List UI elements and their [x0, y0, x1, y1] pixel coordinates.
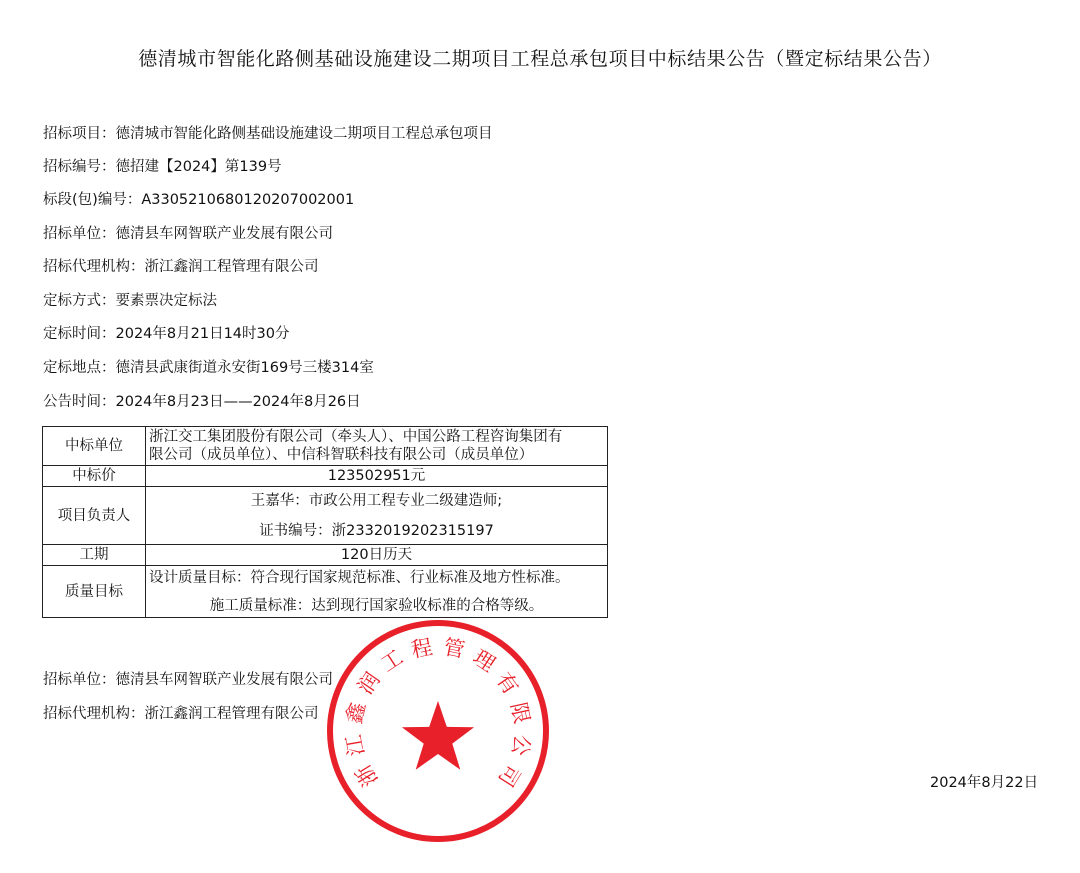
table-row	[43, 487, 608, 545]
field-value: 浙江鑫润工程管理有限公司	[144, 706, 319, 722]
field-award-place	[43, 358, 374, 378]
field-tenderer	[43, 224, 333, 244]
row-label: 中标单位	[43, 427, 146, 466]
field-value: 2024年8月23日——2024年8月26日	[115, 394, 361, 410]
field-label: 招标代理机构：	[43, 706, 145, 722]
seal-character: 管	[441, 634, 467, 663]
seal-character: 工	[376, 645, 408, 677]
row-label: 质量目标	[43, 566, 146, 618]
field-label: 定标时间：	[43, 326, 116, 342]
field-value: 德清县武康街道永安街169号三楼314室	[115, 360, 374, 376]
field-notice-period	[43, 392, 361, 412]
field-label: 招标编号：	[43, 159, 116, 175]
quality-target-cell	[146, 566, 608, 618]
field-value: 2024年8月21日14时30分	[115, 326, 290, 342]
field-label: 公告时间：	[43, 394, 116, 410]
field-value: 德招建【2024】第139号	[115, 159, 282, 175]
field-value: 德清县车网智联产业发展有限公司	[115, 672, 333, 688]
field-award-time	[43, 324, 289, 344]
signing-date: 2024年8月22日	[930, 775, 1039, 791]
field-value: 德清县车网智联产业发展有限公司	[115, 226, 333, 242]
winning-price-cell: 123502951元	[146, 466, 608, 487]
field-project	[43, 124, 493, 144]
field-award-method	[43, 291, 217, 311]
company-seal-stamp	[325, 618, 551, 844]
seal-character: 司	[493, 760, 525, 791]
field-label: 定标方式：	[43, 293, 116, 309]
seal-character: 有	[491, 667, 524, 699]
cell-line: 浙江交工集团股份有限公司（牵头人）、中国公路工程咨询集团有	[149, 429, 563, 445]
seal-character: 浙	[351, 760, 383, 791]
row-label: 中标价	[43, 466, 146, 487]
table-row	[43, 545, 608, 566]
field-label: 标段(包)编号：	[43, 192, 142, 208]
field-value: 德清城市智能化路侧基础设施建设二期项目工程总承包项目	[115, 126, 493, 142]
field-value: A3305210680120207002001	[141, 192, 355, 208]
winning-bidder-cell	[146, 427, 608, 466]
field-value: 要素票决定标法	[115, 293, 217, 309]
cell-line: 施工质量标准：达到现行国家验收标准的合格等级。	[209, 597, 544, 614]
footer-agency	[43, 704, 319, 724]
page-title: 德清城市智能化路侧基础设施建设二期项目工程总承包项目中标结果公告（暨定标结果公告）	[138, 48, 942, 70]
seal-character: 江	[341, 732, 369, 758]
table-row	[43, 427, 608, 466]
cell-line: 证书编号：浙2332019202315197	[259, 522, 494, 539]
seal-star-icon	[402, 701, 474, 770]
table-row	[43, 466, 608, 487]
field-label: 定标地点：	[43, 360, 116, 376]
seal-character: 程	[409, 634, 435, 663]
footer-tenderer	[43, 670, 333, 690]
seal-character: 理	[468, 645, 500, 677]
field-label: 招标代理机构：	[43, 259, 145, 275]
field-agency	[43, 257, 319, 277]
seal-character: 公	[507, 732, 535, 758]
field-value: 浙江鑫润工程管理有限公司	[144, 259, 319, 275]
seal-character: 润	[352, 667, 385, 699]
row-label: 项目负责人	[43, 487, 146, 545]
seal-character: 鑫	[341, 700, 370, 726]
duration-cell: 120日历天	[146, 545, 608, 566]
seal-character: 限	[506, 700, 535, 726]
award-result-table	[42, 426, 608, 618]
field-label: 招标项目：	[43, 126, 116, 142]
table-row	[43, 566, 608, 618]
field-bid-number	[43, 157, 282, 177]
field-label: 招标单位：	[43, 672, 116, 688]
project-manager-cell	[146, 487, 608, 545]
cell-line: 限公司（成员单位）、中信科智联科技有限公司（成员单位）	[149, 447, 534, 463]
field-section-number	[43, 190, 354, 210]
field-label: 招标单位：	[43, 226, 116, 242]
cell-line: 王嘉华：市政公用工程专业二级建造师;	[250, 492, 503, 509]
row-label: 工期	[43, 545, 146, 566]
cell-line: 设计质量目标：符合现行国家规范标准、行业标准及地方性标准。	[149, 569, 570, 586]
